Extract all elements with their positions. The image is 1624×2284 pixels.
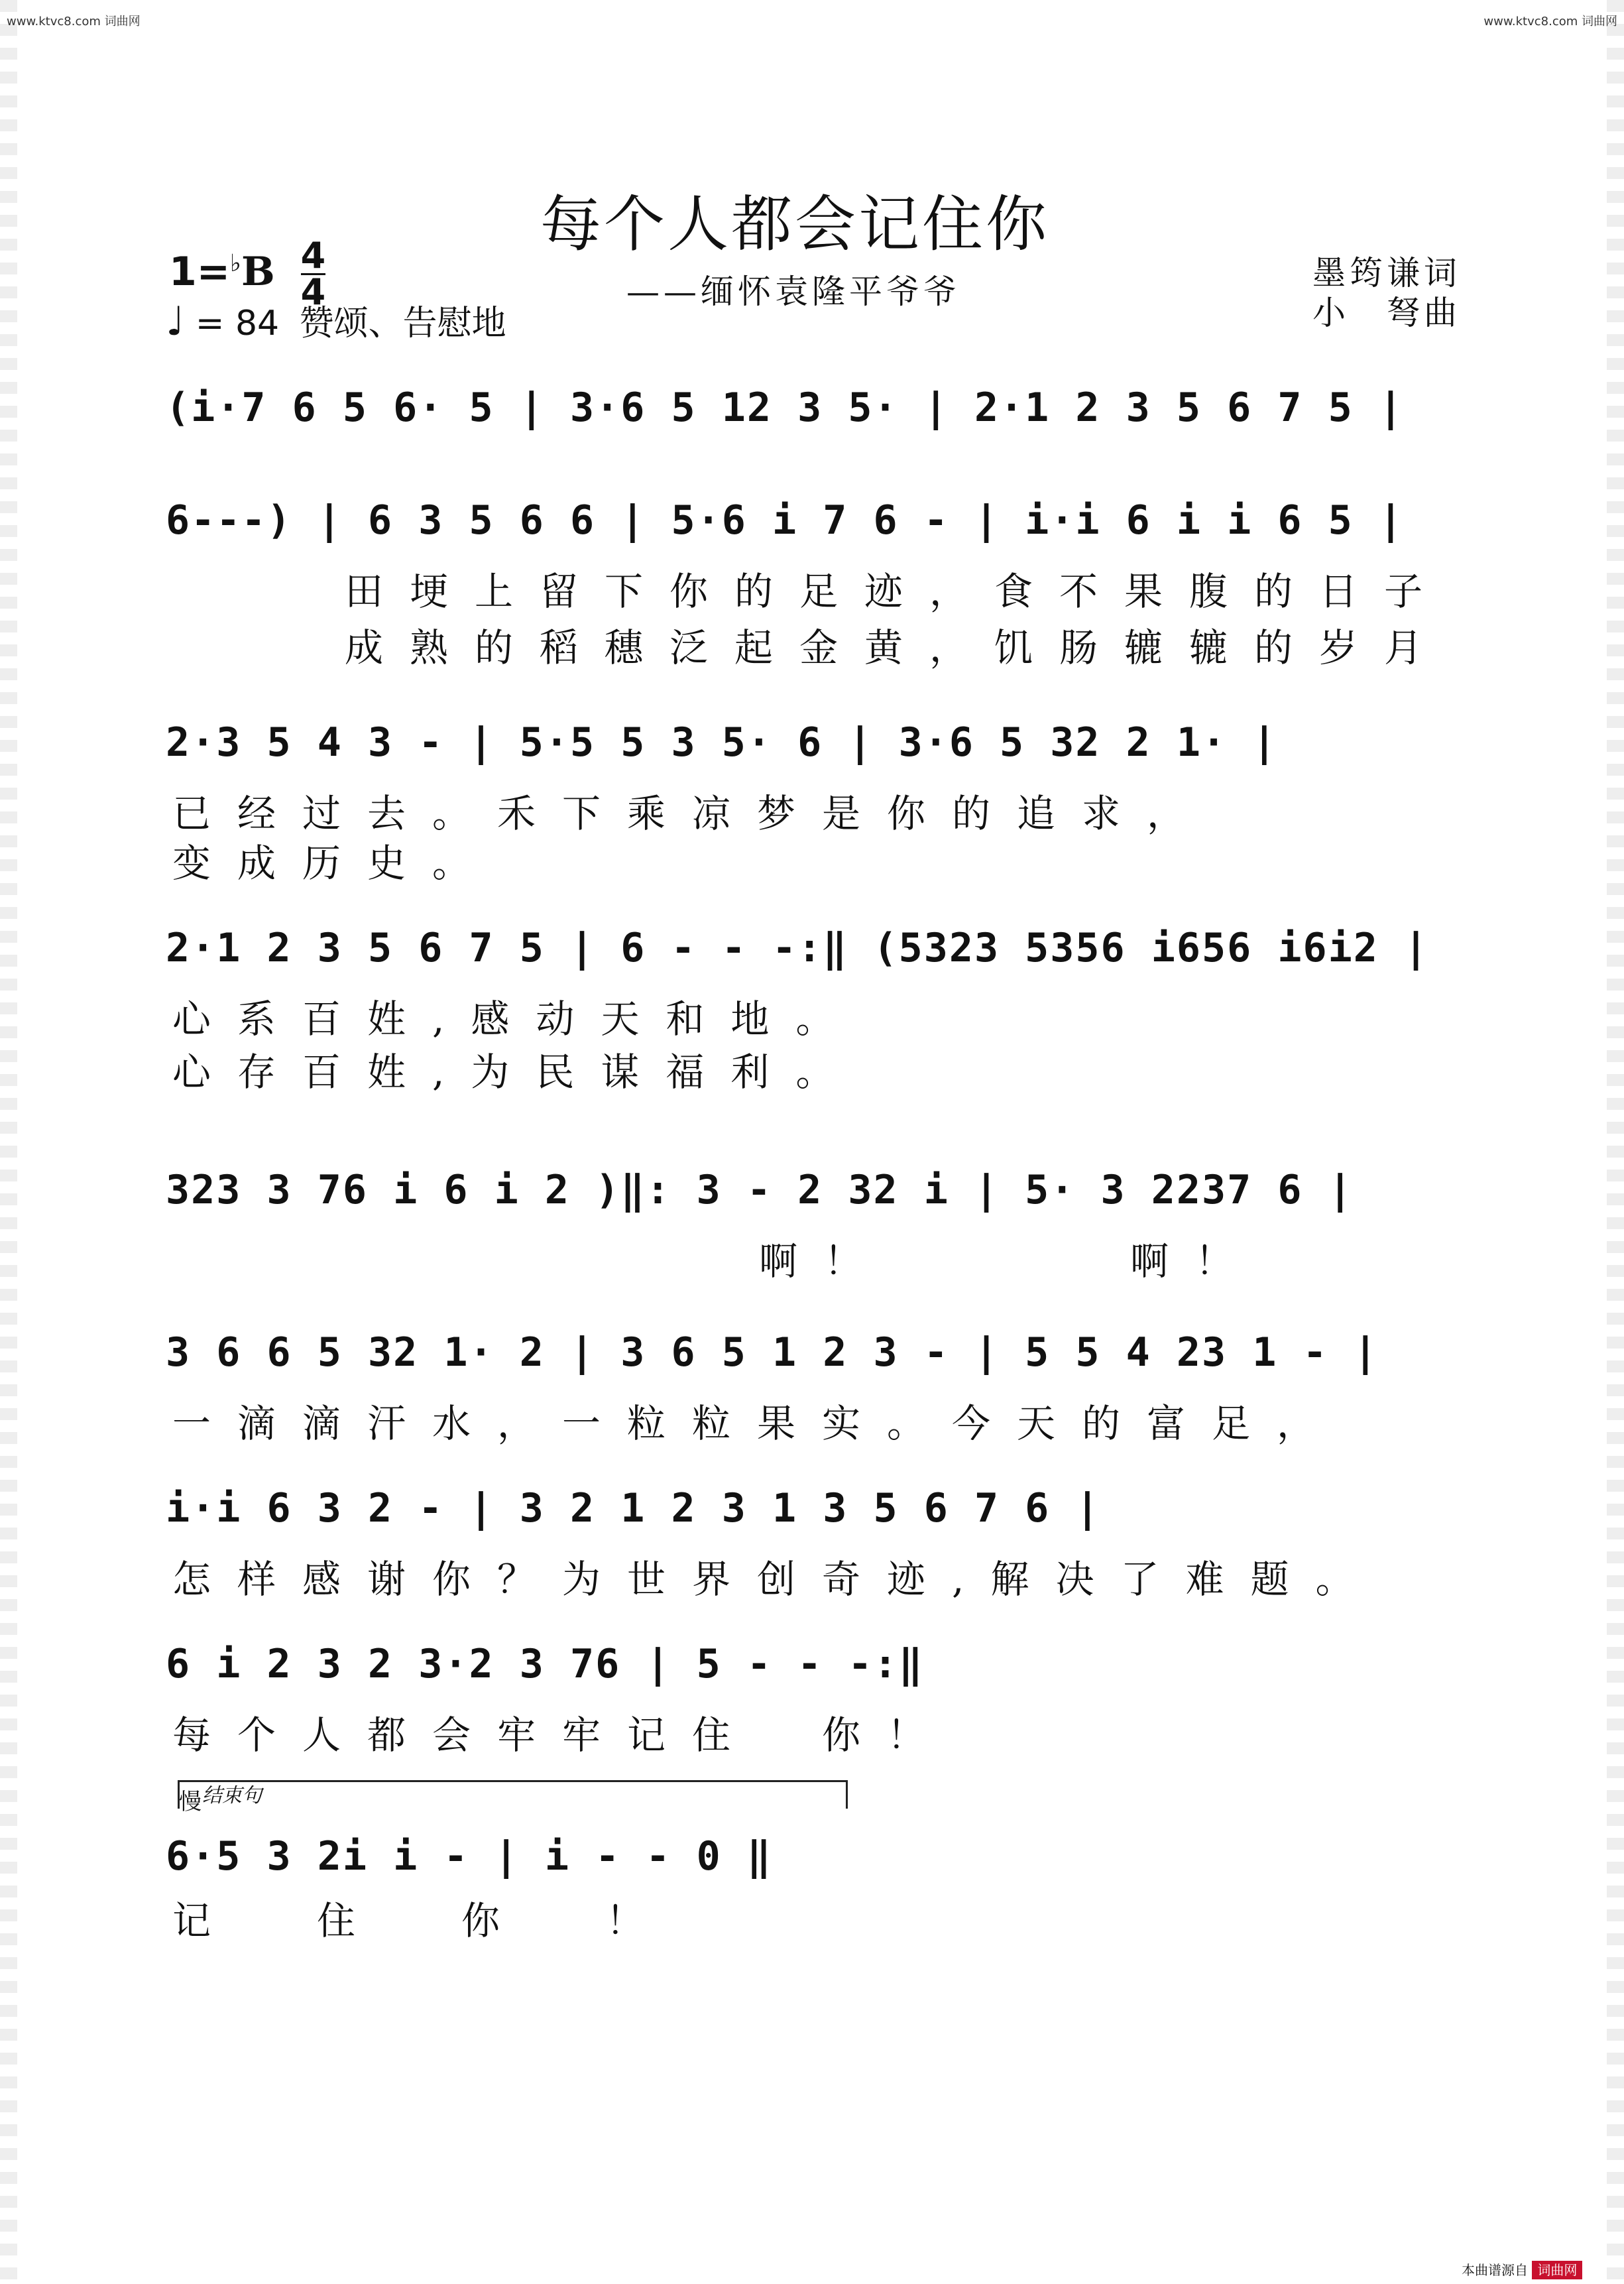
key-prefix: 1= [169, 249, 231, 296]
composer-credit: 小 弩曲 [1312, 294, 1461, 332]
score-line-7: i·i 6 3 2 - | 3 2 1 2 3 1 3 5 6 7 6 | [166, 1485, 1101, 1532]
lyric-line-3a: 已经过去。禾下乘凉梦是你的追求， [172, 791, 1212, 836]
score-line-1: (i·7 6 5 6· 5 | 3·6 5 12 3 5· | 2·1 2 3 5 6 7 5 | [166, 385, 1405, 431]
tempo-value: = 84 [195, 304, 280, 343]
lyric-line-9: 记住你！ [172, 1898, 751, 1943]
score-line-6: 3 6 6 5 32 1· 2 | 3 6 5 1 2 3 - | 5 5 4 23 1 - | [166, 1329, 1379, 1376]
site-mark-left: www.ktvc8.com 词曲网 [7, 15, 141, 29]
lyric-line-7: 怎样感谢你？为世界创奇迹,解决了难题。 [172, 1557, 1381, 1602]
lyric-line-6: 一滴滴汗水，一粒粒果实。今天的富足， [172, 1401, 1342, 1446]
tempo-line [166, 295, 506, 345]
score-line-9: 6·5 3 2i i - | i - - 0 ‖ [166, 1833, 772, 1880]
lyric-line-4a: 心系百姓,感动天和地。 [172, 996, 861, 1042]
lyricist-credit: 墨筠谦词 [1312, 254, 1461, 292]
ending-bracket [178, 1780, 848, 1809]
song-subtitle: ——缅怀袁隆平爷爷 [626, 272, 960, 311]
score-line-5: 323 3 76 i 6 i 2 )‖: 3 - 2 32 i | 5· 3 2237 6 | [166, 1167, 1354, 1213]
left-watermark-strip [0, 0, 17, 2284]
score-line-4: 2·1 2 3 5 6 7 5 | 6 - - -:‖ (5323 5356 i656 i6i2 | [166, 925, 1430, 971]
site-mark-right: www.ktvc8.com 词曲网 [1483, 15, 1617, 29]
song-title: 每个人都会记住你 [540, 189, 1050, 260]
lyric-line-2b: 成熟的稻穗泛起金黄，饥肠辘辘的岁月 [345, 625, 1450, 670]
score-line-8: 6 i 2 3 2 3·2 3 76 | 5 - - -:‖ [166, 1641, 924, 1687]
time-top: 4 [300, 235, 326, 276]
ending-label: 结束句 [202, 1784, 262, 1807]
score-line-2: 6---) | 6 3 5 6 6 | 5·6 i 7 6 - | i·i 6 i i 6 5 | [166, 497, 1405, 544]
lyric-line-2a: 田埂上留下你的足迹，食不果腹的日子 [345, 569, 1450, 614]
lyric-line-8: 每个人都会牢牢记住 你！ [172, 1713, 953, 1758]
footer-source-text: 本曲谱源自 [1462, 2262, 1528, 2278]
quarter-note-icon: ♩ [166, 298, 185, 345]
footer-source [1462, 2259, 1582, 2279]
score-line-3: 2·3 5 4 3 - | 5·5 5 3 5· 6 | 3·6 5 32 2 1· | [166, 719, 1278, 766]
lyric-line-3b: 变成历史。 [172, 841, 498, 886]
lyric-line-5b: 啊！ [1130, 1238, 1261, 1284]
key-note: B [241, 249, 275, 296]
right-watermark-strip [1607, 0, 1624, 2284]
lyric-line-5a: 啊！ [759, 1238, 890, 1284]
tempo-marking: 赞颂、告慰地 [299, 304, 506, 343]
footer-brand: 词曲网 [1532, 2261, 1582, 2279]
slow-marking: 慢 [179, 1789, 202, 1815]
flat-symbol: ♭ [230, 250, 242, 278]
lyric-line-4b: 心存百姓,为民谋福利。 [172, 1050, 861, 1095]
time-bottom: 4 [300, 271, 326, 313]
